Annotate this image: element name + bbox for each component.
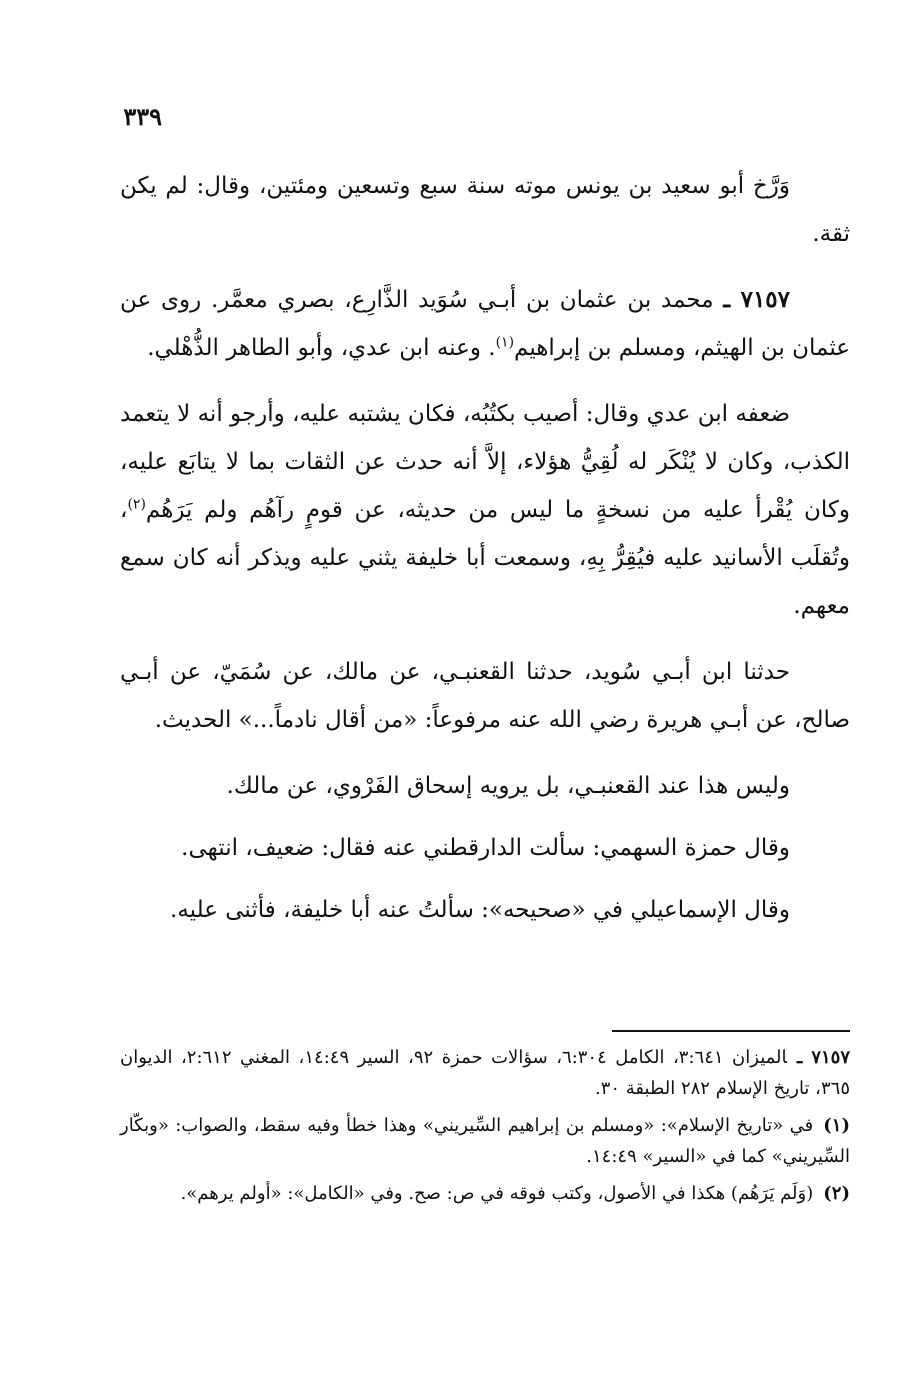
paragraph-note-qanabi: وليس هذا عند القعنبـي، بل يرويه إسحاق الفَرْوي، عن مالك. [226, 773, 790, 799]
footnote-ref-1[interactable]: (١) [495, 334, 515, 351]
paragraph-weakness [120, 390, 850, 630]
footnote-2 [120, 1178, 850, 1209]
footnote-1 [120, 1110, 850, 1172]
main-text [120, 162, 850, 948]
footnote-label: (١) [823, 1115, 850, 1136]
book-page [120, 0, 850, 1379]
footnote-text: (وَلَم يَرَهُم) هكذا في الأصول، وكتب فوقه في ص: صح. وفي «الكامل»: «أولم يرهم». [180, 1183, 814, 1204]
weakness-text-b: ، وتُقلَب الأسانيد عليه فيُقِرُّ بِهِ، وسمعت أبا خليفة يثني عليه ويذكر أنه كان سمع معهم. [120, 497, 850, 619]
paragraph-hadith: حدثنا ابن أبـي سُويد، حدثنا القعنبـي، عن مالك، عن سُمَيّ، عن أبـي صالح، عن أبـي هريرة رضي الله عنه مرفوعاً: «من أقال نادماً...» الحديث. [120, 659, 850, 733]
paragraph-note-hamza: وقال حمزة السهمي: سألت الدارقطني عنه فقال: ضعيف، انتهى. [181, 835, 790, 861]
footnote-ref-2[interactable]: (٢) [127, 496, 146, 513]
footnotes [120, 1042, 850, 1215]
page-number: ٣٣٩ [123, 102, 162, 131]
entry-text-b: . وعنه ابن عدي، وأبو الطاهر الذُّهْلي. [147, 335, 496, 361]
weakness-text-a: ضعفه ابن عدي وقال: أصيب بكتُبُه، فكان يشتبه عليه، وأرجو أنه لا يتعمد الكذب، وكان لا يُنْكَر له لُقِيُّ هؤلاء، إلاَّ أنه حدث عن الثقات بما لا يتابَع عليه، وكان يُقْرأ عليه من نسخةٍ ما ليس من حديثه، عن قومٍ رآهُم ولم يَرَهُم [120, 401, 850, 523]
footnote-text: الميزان ٣:٦٤١، الكامل ٦:٣٠٤، سؤالات حمزة ٩٢، السير ١٤:٤٩، المغني ٢:٦١٢، الديوان ٣٦٥، تاريخ الإسلام ٢٨٢ الطبقة ٣٠. [120, 1047, 850, 1099]
footnote-label: (٢) [823, 1183, 850, 1204]
paragraph-intro: وَرَّخ أبو سعيد بن يونس موته سنة سبع وتسعين ومئتين، وقال: لم يكن ثقة. [120, 173, 850, 247]
footnote-label: ٧١٥٧ ـ [797, 1047, 851, 1068]
paragraph-note-ismaili: وقال الإسماعيلي في «صحيحه»: سألتُ عنه أبا خليفة، فأثنى عليه. [170, 897, 790, 923]
entry-text-a: محمد بن عثمان بن أبـي سُوَيد الذَّارِع، بصري معمَّر. روى عن عثمان بن الهيثم، ومسلم بن إبراهيم [120, 287, 850, 361]
footnote-sources [120, 1042, 850, 1104]
footnote-separator [612, 1030, 850, 1032]
entry-number: ٧١٥٧ ـ [723, 286, 791, 313]
paragraph-entry-7157 [120, 276, 850, 372]
footnote-text: في «تاريخ الإسلام»: «ومسلم بن إبراهيم السِّيريني» وهذا خطأ وفيه سقط، والصواب: «وبكّار السِّيريني» كما في «السير» ١٤:٤٩. [120, 1115, 850, 1167]
